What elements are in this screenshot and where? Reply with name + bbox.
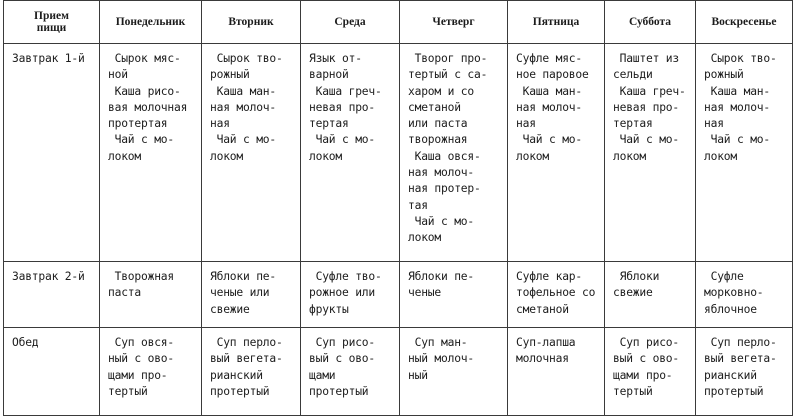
table-row xyxy=(4,44,793,262)
table-row xyxy=(4,328,793,416)
header-day-thursday: Четверг xyxy=(400,1,508,44)
meal-label: Завтрак 2-й xyxy=(4,262,100,328)
table-cell: Суфле мяс- ное паровое Каша ман- ная молоч- ная Чай с мо- локом xyxy=(508,44,605,262)
header-day-tuesday: Вторник xyxy=(202,1,301,44)
header-day-friday: Пятница xyxy=(508,1,605,44)
meal-label: Обед xyxy=(4,328,100,416)
table-cell: Суп рисо- вый с ово- щами про- тертый xyxy=(605,328,696,416)
weekly-menu-table xyxy=(3,0,793,416)
table-cell: Суп ман- ный молоч- ный xyxy=(400,328,508,416)
table-cell: Яблоки пе- ченые xyxy=(400,262,508,328)
table-cell: Паштет из сельди Каша греч- невая про- тертая Чай с мо- локом xyxy=(605,44,696,262)
table-cell: Творог про- тертый с са- харом и со сметаной или паста творожная Каша овся- ная молоч- ная протер- тая Чай с мо- локом xyxy=(400,44,508,262)
table-cell: Суфле морковно- яблочное xyxy=(696,262,793,328)
table-cell: Сырок тво- рожный Каша ман- ная молоч- ная Чай с мо- локом xyxy=(202,44,301,262)
meal-label: Завтрак 1-й xyxy=(4,44,100,262)
header-day-wednesday: Среда xyxy=(301,1,400,44)
table-cell: Творожная паста xyxy=(100,262,202,328)
table-row xyxy=(4,262,793,328)
table-cell: Суп-лапша молочная xyxy=(508,328,605,416)
table-cell: Суп овся- ный с ово- щами про- тертый xyxy=(100,328,202,416)
table-cell: Язык от- варной Каша греч- невая про- тертая Чай с мо- локом xyxy=(301,44,400,262)
header-meal: Прием пищи xyxy=(4,1,100,44)
table-cell: Суп перло- вый вегета- рианский протертый xyxy=(202,328,301,416)
header-row xyxy=(4,1,793,44)
header-day-monday: Понедельник xyxy=(100,1,202,44)
table-cell: Суфле тво- рожное или фрукты xyxy=(301,262,400,328)
table-cell: Яблоки пе- ченые или свежие xyxy=(202,262,301,328)
header-day-sunday: Воскресенье xyxy=(696,1,793,44)
table-cell: Сырок мяс- ной Каша рисо- вая молочная протертая Чай с мо- локом xyxy=(100,44,202,262)
table-cell: Суфле кар- тофельное со сметаной xyxy=(508,262,605,328)
table-cell: Суп перло- вый вегета- рианский протертый xyxy=(696,328,793,416)
table-cell: Суп рисо- вый с ово- щами протертый xyxy=(301,328,400,416)
header-day-saturday: Суббота xyxy=(605,1,696,44)
table-cell: Сырок тво- рожный Каша ман- ная молоч- ная Чай с мо- локом xyxy=(696,44,793,262)
table-cell: Яблоки свежие xyxy=(605,262,696,328)
